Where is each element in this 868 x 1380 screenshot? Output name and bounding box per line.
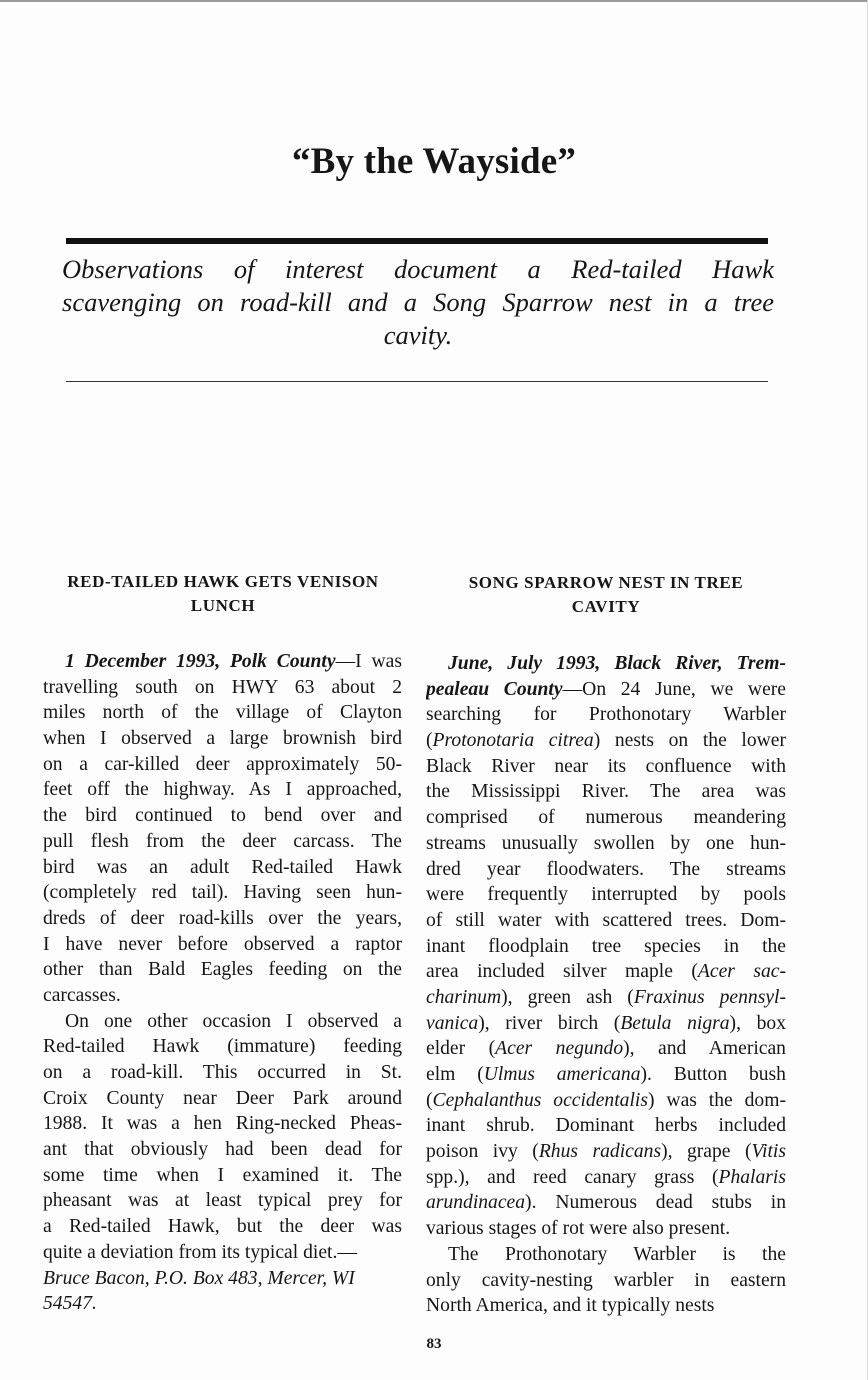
page-number: 83 [426,1336,442,1352]
italic-term: 54547. [43,1293,97,1315]
text-line: some time when I examined it. The [43,1164,402,1186]
text-line: dred year floodwaters. The streams [426,858,786,880]
text-line: other than Bald Eagles feeding on the [43,959,402,981]
italic-term: Rhus radicans [538,1141,662,1163]
text-line: on a car-killed deer approximately 50- [43,753,402,775]
text-line: pull flesh from the deer carcass. The [43,830,402,852]
italic-term: Vitis [751,1141,786,1163]
page-title: “By the Wayside” [291,141,577,182]
text-line: miles north of the village of Clayton [43,702,402,724]
heading-line: CAVITY [571,597,641,616]
text-line: 1 December 1993, Polk County—I was [65,651,402,672]
text-line: feet off the highway. As I approached, [43,779,402,801]
text-line: ant that obviously had been dead for [43,1139,402,1161]
italic-term: charinum [426,986,502,1008]
left-article-body [43,649,402,1317]
text-line: a Red-tailed Hawk, but the deer was [43,1216,402,1238]
right-article-body [426,651,786,1319]
text-line: spp.), and reed canary grass (Phalaris [426,1166,786,1188]
text-line: on a road-kill. This occurred in St. [43,1062,402,1083]
dateline-emphasis: 1 December 1993, Polk County [65,651,336,672]
text-line: various stages of rot were also present. [426,1218,731,1240]
text-line: I have never before observed a raptor [43,933,402,955]
subtitle-line: scavenging on road-kill and a Song Sparrow nest in a tree [62,287,774,317]
text-line: streams unusually swollen by one hun- [426,832,786,854]
text-line: North America, and it typically nests [426,1295,715,1317]
text-line: comprised of numerous meandering [426,807,786,829]
text-line: of still water with scattered trees. Dom- [426,909,786,931]
text-line: were frequently interrupted by pools [426,884,786,906]
heading-line: SONG SPARROW NEST IN TREE [468,573,744,592]
title-rule-thick [66,238,768,244]
text-line: area included silver maple (Acer sac- [426,961,786,983]
text-line: bird was an adult Red-tailed Hawk [43,856,402,878]
right-article-heading [426,571,786,619]
text-line: dreds of deer road-kills over the years, [43,907,402,929]
italic-term: Betula nigra [620,1012,730,1034]
heading-line: LUNCH [190,596,256,615]
text-line [426,651,786,677]
text-line: Croix County near Deer Park around [43,1087,402,1109]
heading-line: RED-TAILED HAWK GETS VENISON [67,572,379,591]
text-line: charinum), green ash (Fraxinus pennsyl- [426,986,786,1008]
italic-term: Phalaris [718,1166,786,1188]
text-line: pheasant was at least typical prey for [43,1190,402,1212]
text-line: arundinacea). Numerous dead stubs in [426,1192,786,1214]
left-article-heading [43,570,403,618]
text-line: poison ivy (Rhus radicans), grape (Vitis [426,1141,786,1163]
text-line: elm (Ulmus americana). Button bush [426,1064,786,1085]
subtitle-line: Observations of interest document a Red-tailed Hawk [62,254,774,284]
text-line: pealeau County—On 24 June, we were [426,678,786,700]
italic-term: Ulmus americana [483,1064,641,1085]
text-line [43,1291,402,1317]
text-line: carcasses. [43,984,121,1006]
italic-term: Bruce Bacon, P.O. Box 483, Mercer, WI [43,1267,355,1289]
italic-term: arundinacea [426,1192,526,1214]
italic-term: Protonotaria citrea [432,730,594,752]
italic-term: Acer sac- [697,961,786,983]
text-line: when I observed a large brownish bird [43,728,402,750]
text-line [43,1266,402,1292]
subtitle-line: cavity. [383,320,453,350]
text-line: 1988. It was a hen Ring-necked Pheas- [43,1113,402,1135]
text-line: Black River near its confluence with [426,755,786,777]
italic-term: vanica [426,1012,479,1034]
text-line: travelling south on HWY 63 about 2 [43,676,402,698]
top-edge-rule [0,0,868,2]
text-line: Red-tailed Hawk (immature) feeding [43,1036,402,1058]
dateline-emphasis: pealeau County [426,678,563,700]
text-line: the Mississippi River. The area was [426,781,786,803]
text-line: vanica), river birch (Betula nigra), box [426,1012,786,1034]
text-line: the bird continued to bend over and [43,805,402,827]
text-line: (completely red tail). Having seen hun- [43,882,402,904]
text-line: quite a deviation from its typical diet.— [43,1241,357,1263]
text-line: elder (Acer negundo), and American [426,1038,786,1060]
text-line: On one other occasion I observed a [65,1010,402,1032]
subtitle-rule-thin [66,381,768,382]
dateline-emphasis: June, July 1993, Black River, Trem- [448,653,786,674]
text-line: searching for Prothonotary Warbler [426,704,786,726]
text-line: only cavity-nesting warbler in eastern [426,1269,786,1291]
italic-term: Cephalanthus occidentalis [432,1089,648,1111]
text-line: The Prothonotary Warbler is the [448,1243,786,1265]
text-line: (Cephalanthus occidentalis) was the dom- [426,1089,786,1111]
text-line: inant floodplain tree species in the [426,935,786,957]
subtitle [62,253,774,352]
text-line: (Protonotaria citrea) nests on the lower [426,730,786,752]
text-line: inant shrub. Dominant herbs included [426,1115,786,1137]
italic-term: Fraxinus pennsyl- [633,986,786,1008]
italic-term: Acer negundo [495,1038,624,1060]
